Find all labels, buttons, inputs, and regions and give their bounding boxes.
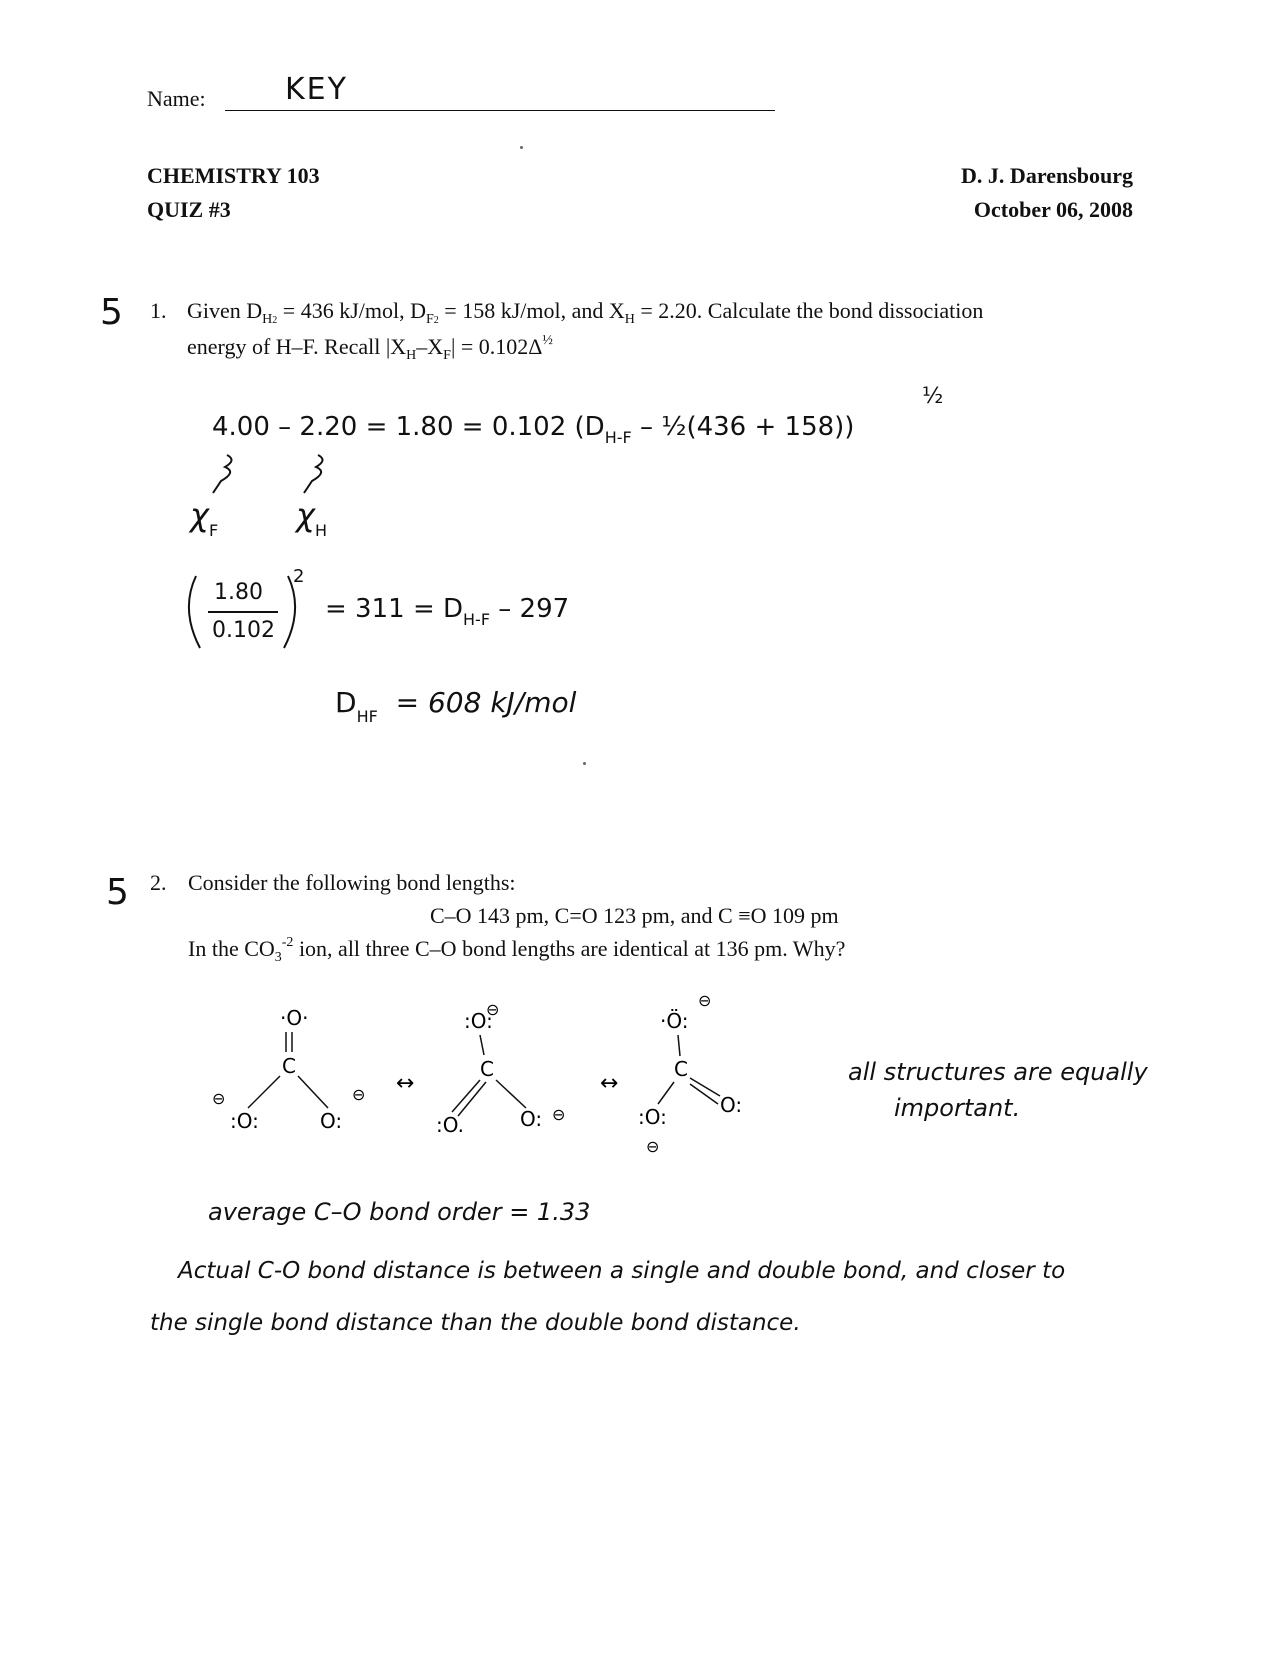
svg-text:⊖: ⊖ bbox=[212, 1089, 226, 1108]
q2-note-line2: important. bbox=[894, 1094, 1021, 1122]
quiz-date: October 06, 2008 bbox=[973, 197, 1133, 222]
q1-work-eq2: = $311 = D_{H-F} - 297$ bbox=[325, 594, 570, 629]
q1-line1: Given $D_{H2} = 436$ kJ/mol, $D_{F2} = 158$ kJ/mol, and $X_H = 2.20$. Calculate the bond dissociation bbox=[187, 298, 984, 327]
svg-text::O:: :O: bbox=[230, 1109, 259, 1133]
svg-text::O.: :O. bbox=[436, 1113, 465, 1137]
q2-note-line1: all structures are equally bbox=[848, 1058, 1148, 1086]
quiz-number: QUIZ #3 bbox=[147, 197, 231, 222]
q2-line2: C–O 143 pm, C=O 123 pm, and C ≡O 109 pm bbox=[430, 903, 839, 928]
svg-text:⊖: ⊖ bbox=[352, 1085, 366, 1104]
scan-speck bbox=[520, 146, 523, 149]
svg-text:O:: O: bbox=[720, 1093, 743, 1117]
svg-text:⊖: ⊖ bbox=[646, 1137, 660, 1156]
q2-score: 5 bbox=[106, 872, 129, 913]
fraction-numerator: 1.80 bbox=[214, 580, 263, 605]
fraction-exponent: 2 bbox=[293, 566, 305, 587]
scan-speck bbox=[583, 762, 586, 765]
q1-line2: energy of H–F. Recall $|X_H-X_F| = 0.102\Delta^{\frac{1}{2}}$ bbox=[187, 333, 553, 363]
q1-result: $D_{HF} = 608$ kJ/mol bbox=[335, 686, 577, 726]
svg-text:C: C bbox=[480, 1057, 494, 1081]
svg-text:↔: ↔ bbox=[396, 1071, 415, 1096]
fraction-denominator: 0.102 bbox=[212, 618, 275, 643]
svg-text::O:: :O: bbox=[464, 1009, 493, 1033]
q2-answer-bond-order: average C–O bond order = 1.33 bbox=[208, 1198, 591, 1226]
svg-text::O:: :O: bbox=[638, 1105, 667, 1129]
q1-score: 5 bbox=[100, 292, 123, 333]
q2-answer-line2: the single bond distance than the double bond distance. bbox=[150, 1310, 801, 1336]
resonance-structure-1 bbox=[212, 1006, 365, 1133]
name-value: KEY bbox=[285, 72, 348, 107]
q1-number: 1. bbox=[150, 298, 167, 323]
svg-text:O:: O: bbox=[320, 1109, 343, 1133]
svg-text:·O·: ·O· bbox=[280, 1006, 309, 1030]
q2-answer-line1: Actual C-O bond distance is between a single and double bond, and closer to bbox=[178, 1258, 1066, 1284]
svg-text:C: C bbox=[674, 1057, 688, 1081]
chi-f: $\chi_F$ bbox=[190, 496, 219, 540]
svg-text:↔: ↔ bbox=[600, 1071, 619, 1096]
squiggle-arrows bbox=[205, 450, 335, 500]
name-label: Name: bbox=[147, 86, 206, 111]
q1-work-eq1: 4.00 – 2.20 = 1.80 = 0.102 ($D_{H-F}$ – ½(436 + 158)) bbox=[212, 412, 855, 447]
resonance-structure-2 bbox=[436, 1000, 565, 1137]
svg-text:⊖: ⊖ bbox=[486, 1000, 500, 1019]
svg-text:C: C bbox=[282, 1054, 296, 1078]
chi-h: $\chi_H$ bbox=[296, 496, 327, 540]
resonance-structures bbox=[200, 980, 820, 1160]
instructor: D. J. Darensbourg bbox=[961, 163, 1133, 188]
q2-line3: In the $CO_3^{-2}$ ion, all three C–O bond lengths are identical at 136 pm. Why? bbox=[188, 935, 846, 965]
q2-line1: Consider the following bond lengths: bbox=[188, 870, 516, 895]
q1-work-eq1-exponent: ½ bbox=[922, 384, 944, 409]
svg-text:O:: O: bbox=[520, 1107, 543, 1131]
q2-number: 2. bbox=[150, 870, 167, 895]
course-title: CHEMISTRY 103 bbox=[147, 163, 320, 188]
svg-text:·Ö:: ·Ö: bbox=[660, 1009, 689, 1033]
resonance-structure-3 bbox=[638, 991, 742, 1156]
svg-text:⊖: ⊖ bbox=[552, 1105, 566, 1124]
svg-text:⊖: ⊖ bbox=[698, 991, 712, 1010]
